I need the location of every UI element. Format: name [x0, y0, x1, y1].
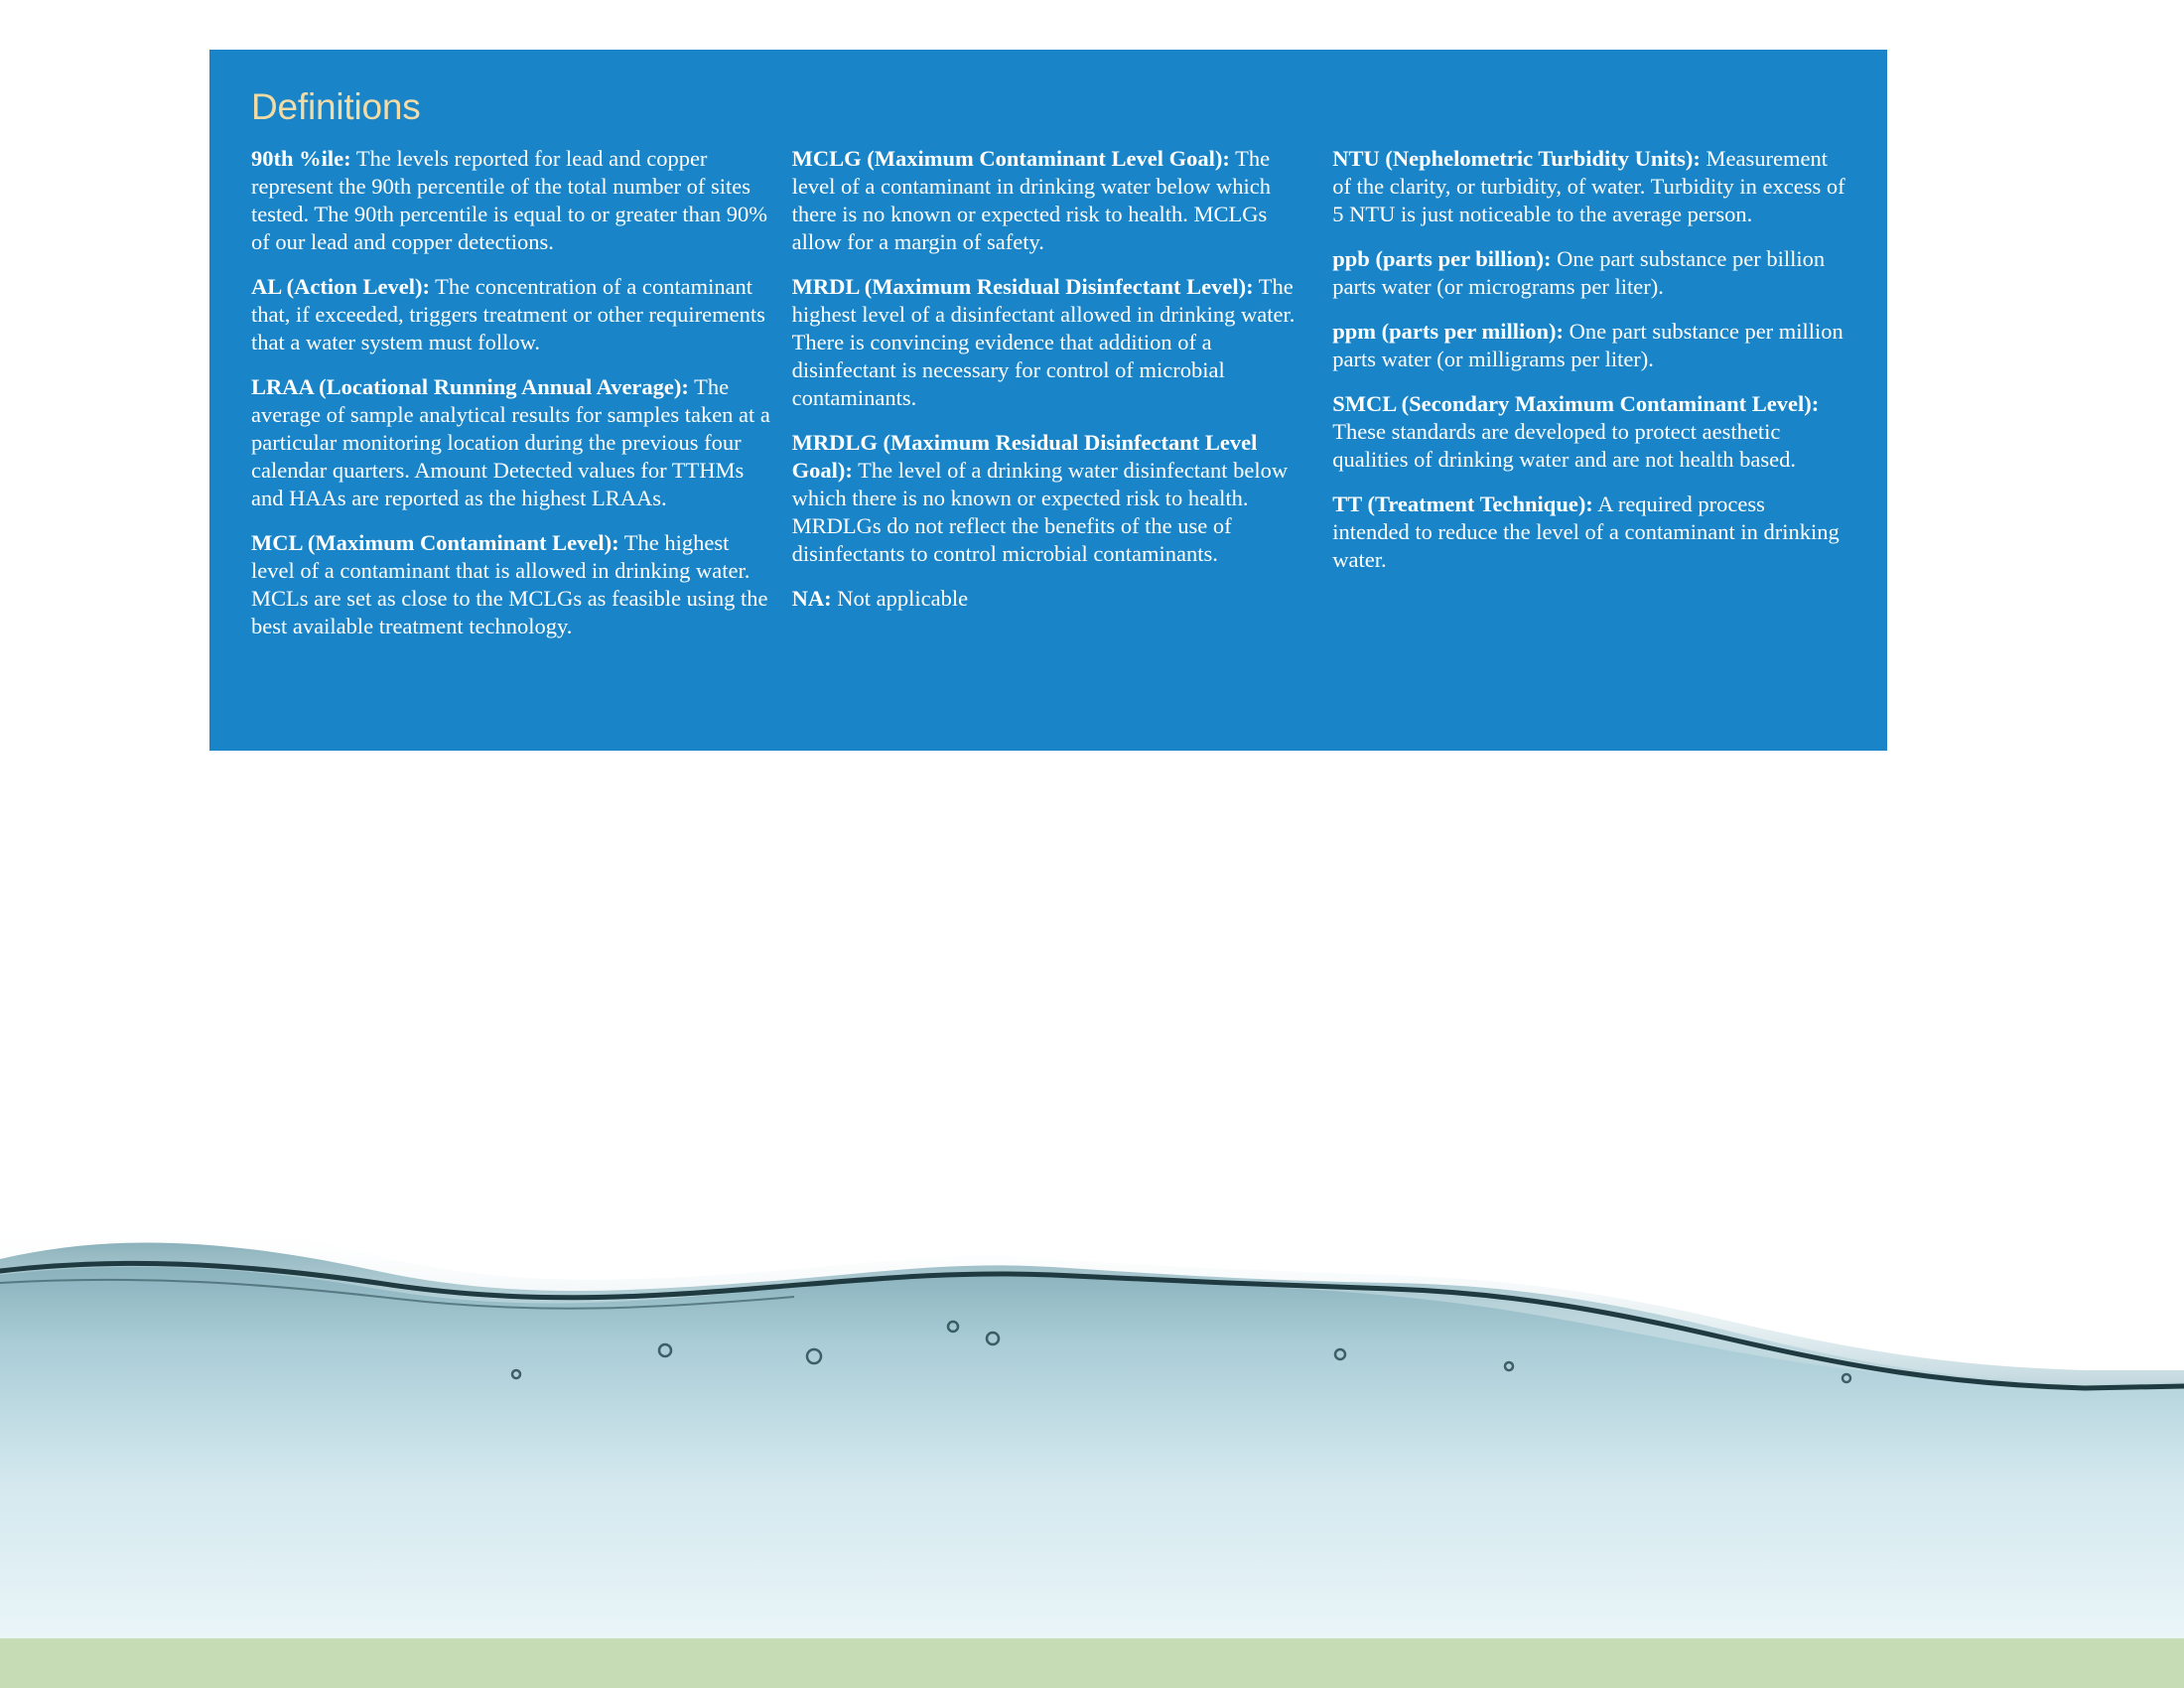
- definition-term: SMCL (Secondary Maximum Contaminant Level):: [1332, 390, 1820, 416]
- definition-text: The level of a drinking water disinfectant below which there is no known or expected risk to health. MRDLGs do not reflect the benefits of the use of disinfectants to control microbial contaminants.: [791, 457, 1289, 566]
- definitions-column-2: [792, 145, 1333, 657]
- definition-na: [792, 585, 1319, 613]
- definition-lraa: [251, 373, 778, 512]
- definition-text: The highest level of a disinfectant allowed in drinking water. There is convincing evidence that addition of a disinfectant is necessary for control of microbial contaminants.: [791, 273, 1296, 410]
- definition-term: 90th %ile:: [251, 145, 351, 171]
- definition-text: The level of a contaminant in drinking water below which there is no known or expected risk to health. MCLGs allow for a margin of safety.: [791, 145, 1271, 254]
- definition-text: One part substance per billion parts water (or micrograms per liter).: [1332, 245, 1826, 299]
- definition-text: The levels reported for lead and copper represent the 90th percentile of the total number of sites tested. The 90th percentile is equal to or greater than 90% of our lead and copper detections.: [251, 145, 768, 254]
- definition-term: MRDLG (Maximum Residual Disinfectant Level Goal):: [791, 429, 1258, 483]
- definition-term: TT (Treatment Technique):: [1332, 491, 1593, 516]
- definition-term: AL (Action Level):: [251, 273, 430, 299]
- definition-term: NA:: [791, 585, 832, 611]
- definition-text: The concentration of a contaminant that, if exceeded, triggers treatment or other requirements that a water system must follow.: [251, 273, 765, 354]
- definition-text: The average of sample analytical results for samples taken at a particular monitoring location during the previous four calendar quarters. Amount Detected values for TTHMs and HAAs are reported as the highest LRAAs.: [251, 373, 770, 510]
- definitions-columns: [251, 145, 1845, 657]
- definition-ntu: [1332, 145, 1845, 228]
- definition-text: One part substance per million parts water (or milligrams per liter).: [1332, 318, 1843, 371]
- definition-term: LRAA (Locational Running Annual Average):: [251, 373, 689, 399]
- definition-mrdl: [792, 273, 1319, 412]
- definition-ppb: [1332, 245, 1845, 301]
- definition-action-level: [251, 273, 778, 356]
- definitions-column-3: [1332, 145, 1845, 657]
- definition-text: The highest level of a contaminant that is allowed in drinking water. MCLs are set as close to the MCLGs as feasible using the best available treatment technology.: [251, 529, 768, 638]
- definition-text: These standards are developed to protect aesthetic qualities of drinking water and are not health based.: [1332, 418, 1797, 472]
- definition-text: Not applicable: [831, 585, 969, 611]
- water-surface-image: [0, 1172, 2184, 1638]
- footer-band: [0, 1638, 2184, 1688]
- definition-text: A required process intended to reduce the level of a contaminant in drinking water.: [1332, 491, 1840, 572]
- definition-tt: [1332, 491, 1845, 574]
- definitions-box: [209, 50, 1887, 751]
- definition-term: MRDL (Maximum Residual Disinfectant Level):: [791, 273, 1254, 299]
- definitions-column-1: [251, 145, 792, 657]
- definition-mcl: [251, 529, 778, 640]
- definition-term: MCL (Maximum Contaminant Level):: [251, 529, 619, 555]
- definition-text: Measurement of the clarity, or turbidity, of water. Turbidity in excess of 5 NTU is just noticeable to the average person.: [1332, 145, 1845, 226]
- definition-term: MCLG (Maximum Contaminant Level Goal):: [791, 145, 1230, 171]
- definitions-title: Definitions: [251, 86, 421, 127]
- definition-smcl: [1332, 390, 1845, 474]
- definition-mrdlg: [792, 429, 1319, 568]
- definition-90th-percentile: [251, 145, 778, 256]
- definition-mclg: [792, 145, 1319, 256]
- definition-term: NTU (Nephelometric Turbidity Units):: [1332, 145, 1701, 171]
- definition-term: ppm (parts per million):: [1332, 318, 1564, 344]
- definition-term: ppb (parts per billion):: [1332, 245, 1552, 271]
- definition-ppm: [1332, 318, 1845, 373]
